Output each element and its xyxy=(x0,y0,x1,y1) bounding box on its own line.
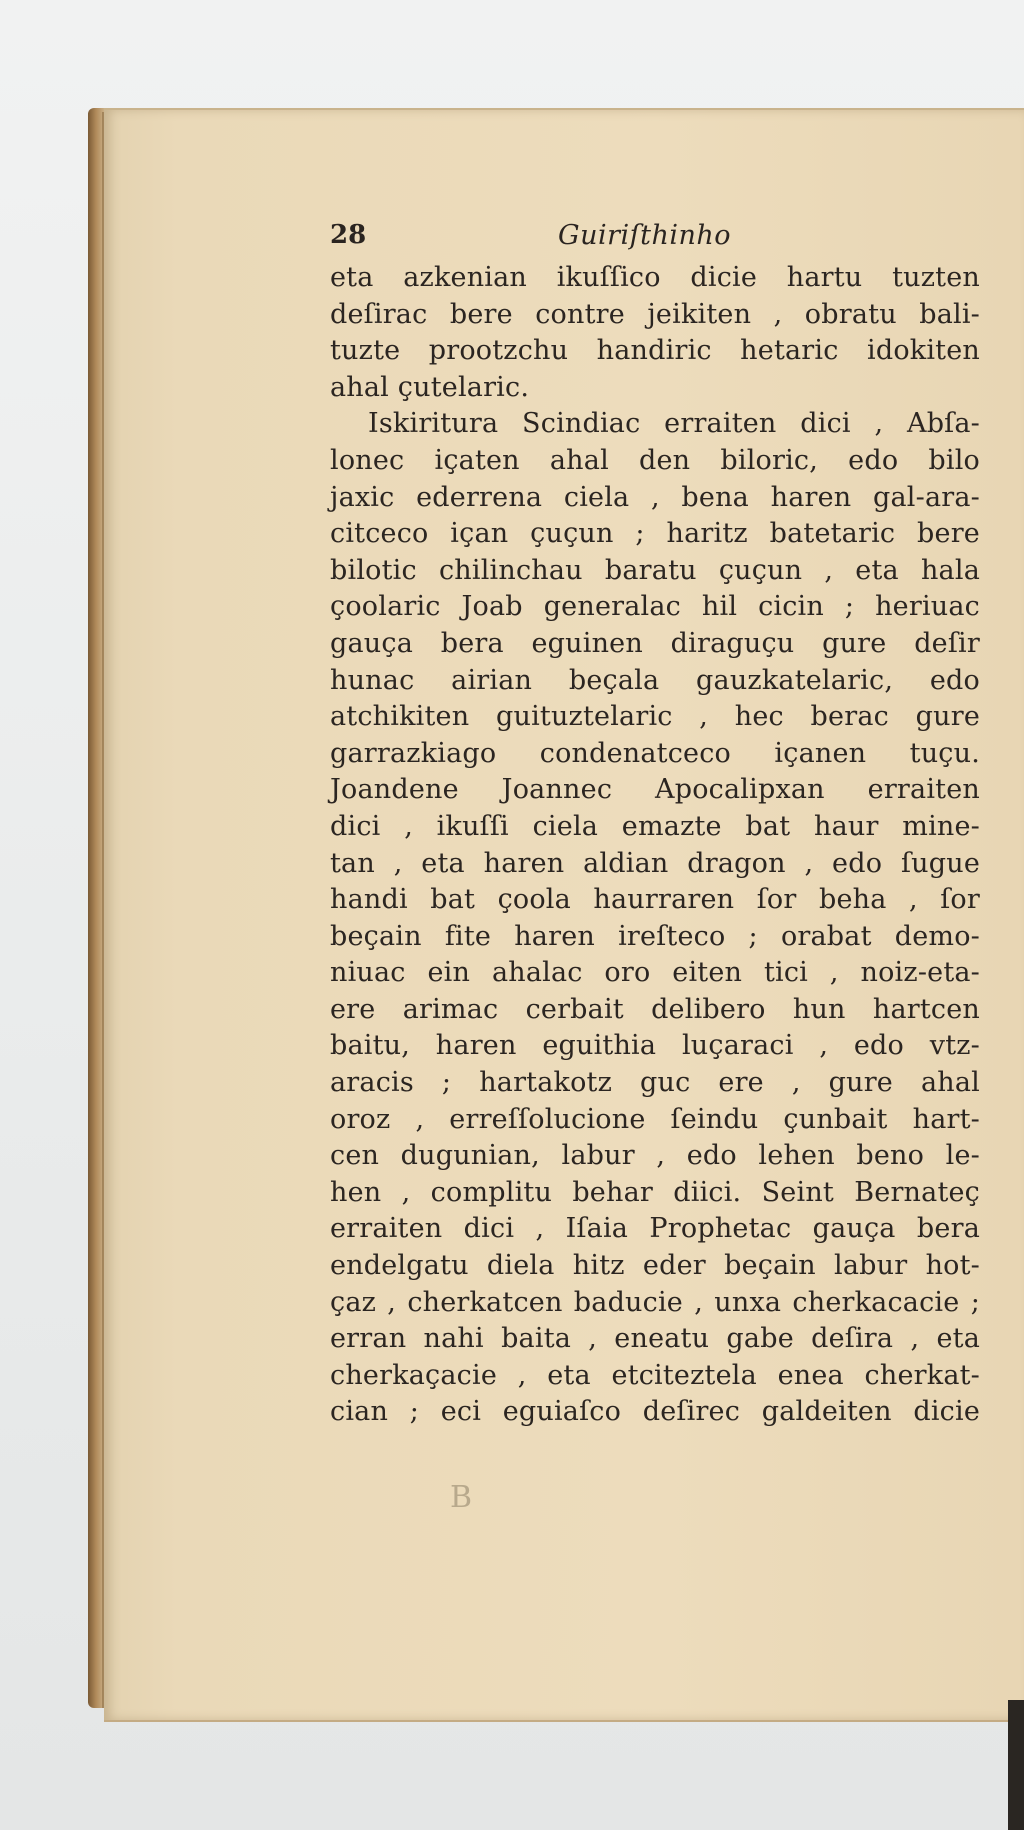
text-line: endelgatu diela hitz eder beçain labur hot- xyxy=(330,1250,980,1282)
text-line: cherkaçacie , eta etciteztela enea cherkat- xyxy=(330,1359,980,1391)
text-line: hunac airian beçala gauzkatelaric, edo xyxy=(330,664,980,696)
text-line: handi bat çoola haurraren ſor beha , ſor xyxy=(330,884,980,916)
running-head: Guiriſthinho xyxy=(558,220,732,251)
text-line: atchikiten guituztelaric , hec berac gure xyxy=(330,701,980,733)
text-line: lonec içaten ahal den biloric, edo bilo xyxy=(330,444,980,476)
text-line: cen dugunian, labur , edo lehen beno le- xyxy=(330,1140,980,1172)
text-line: dici , ikuſſi ciela emazte bat haur mine- xyxy=(330,810,980,842)
text-line: ere arimac cerbait delibero hun hartcen xyxy=(330,993,980,1025)
text-line: garrazkiago condenatceco içanen tuçu. xyxy=(330,737,980,769)
text-line: tan , eta haren aldian dragon , edo ſugue xyxy=(330,847,980,879)
text-line: oroz , erreſſolucione ſeindu çunbait hart- xyxy=(330,1103,980,1135)
page-number: 28 xyxy=(330,220,367,250)
text-line: baitu, haren eguithia luçaraci , edo vtz- xyxy=(330,1030,980,1062)
text-line: aracis ; hartakotz guc ere , gure ahal xyxy=(330,1067,980,1099)
text-line: tuzte prootzchu handiric hetaric idokiten xyxy=(330,335,980,367)
text-line: erran nahi baita , eneatu gabe deſira , eta xyxy=(330,1323,980,1355)
text-line: çoolaric Joab generalac hil cicin ; heriuac xyxy=(330,591,980,623)
text-line: çaz , cherkatcen baducie , unxa cherkacacie ; xyxy=(330,1286,980,1318)
text-line: erraiten dici , Iſaia Prophetac gauça bera xyxy=(330,1213,980,1245)
text-line: ahal çutelaric. xyxy=(330,371,530,403)
text-line: Joandene Joannec Apocalipxan erraiten xyxy=(330,774,980,806)
text-line: eta azkenian ikuſſico dicie hartu tuzten xyxy=(330,262,980,293)
text-line: gauça bera eguinen diraguçu gure deſir xyxy=(330,627,980,659)
body-text xyxy=(330,260,980,1431)
text-line: bilotic chilinchau baratu çuçun , eta hala xyxy=(330,554,980,586)
text-line: deſirac bere contre jeikiten , obratu bali- xyxy=(330,298,980,330)
text-line: beçain fite haren ireſteco ; orabat demo- xyxy=(330,920,980,952)
text-line: hen , complitu behar diici. Seint Bernateç xyxy=(330,1176,980,1208)
page-header xyxy=(330,216,980,260)
text-line: Iskiritura Scindiac erraiten dici , Abſa- xyxy=(368,408,980,440)
page-content xyxy=(330,216,980,1431)
page-shadow xyxy=(1008,1700,1024,1830)
text-line: jaxic ederrena ciela , bena haren gal-ara- xyxy=(330,481,980,513)
text-line: niuac ein ahalac oro eiten tici , noiz-eta- xyxy=(330,957,980,989)
signature-mark: B xyxy=(450,1480,473,1515)
text-line: cian ; eci eguiaſco deſirec galdeiten dicie xyxy=(330,1396,980,1428)
text-line: citceco içan çuçun ; haritz batetaric bere xyxy=(330,518,980,550)
